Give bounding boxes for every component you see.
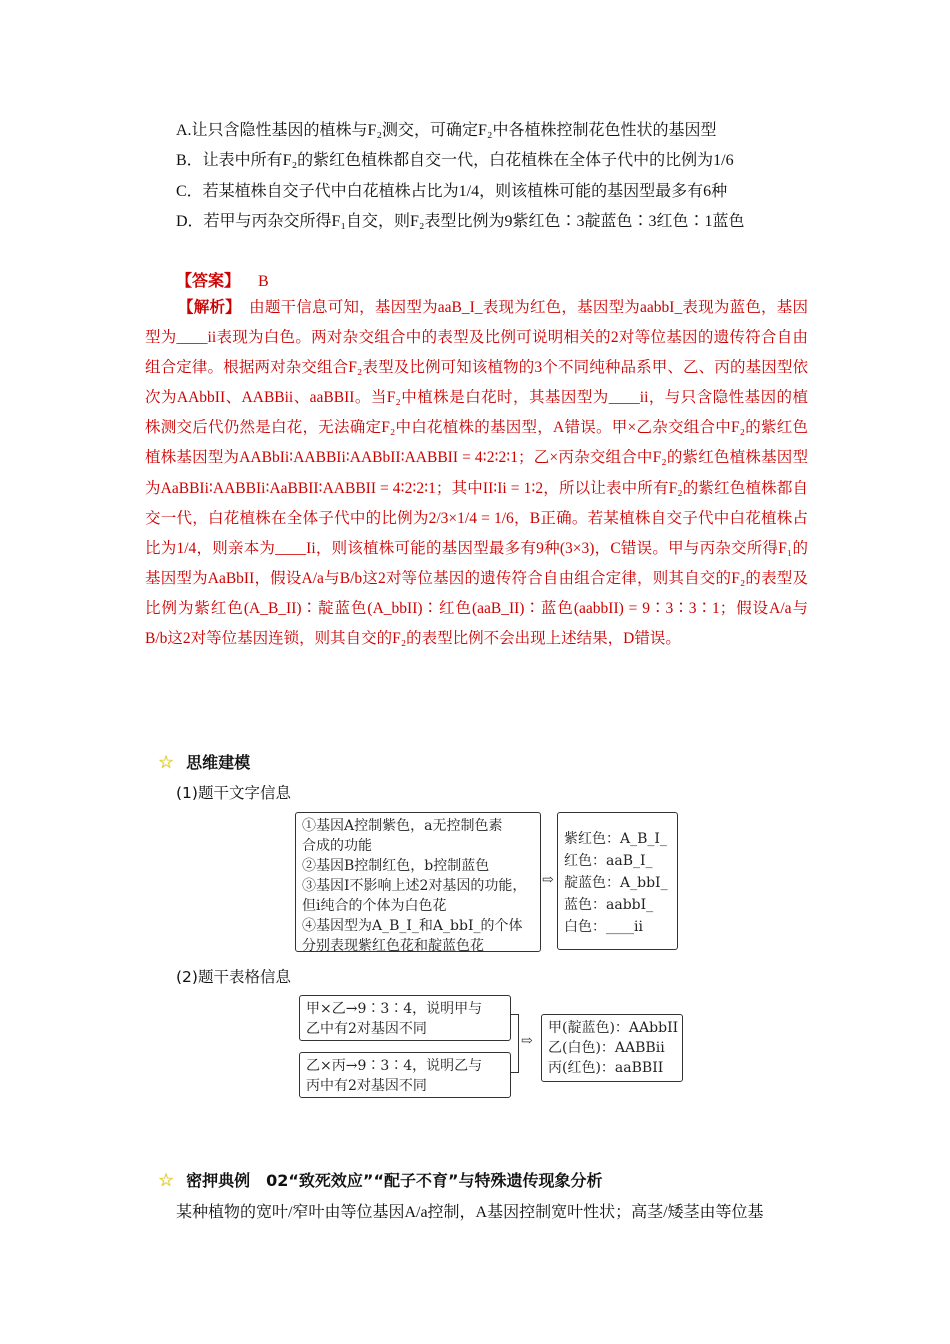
phenotype-line: 蓝色：aabbI_ xyxy=(564,897,654,913)
example-text: 某种植物的宽叶/窄叶由等位基因A/a控制，A基因控制宽叶性状；高茎/矮茎由等位基 xyxy=(176,1204,764,1221)
genotype-line: 乙(白色)：AABBii xyxy=(548,1040,665,1056)
example-heading: 密押典例 02“致死效应”“配子不育”与特殊遗传现象分析 xyxy=(186,1171,603,1190)
modeling-heading: 思维建模 xyxy=(186,753,251,772)
option-c: C．若某植株自交子代中白花植株占比为1/4，则该植株可能的基因型最多有6种 xyxy=(176,183,728,200)
phenotype-line: 白色：____ii xyxy=(564,919,643,935)
text-info-box xyxy=(295,812,541,952)
genotype-line: 甲(靛蓝色)：AAbbII xyxy=(548,1020,679,1036)
cross2-line: 丙中有2对基因不同 xyxy=(306,1078,427,1094)
genotype-line: 丙(红色)：aaBBII xyxy=(548,1060,664,1076)
explanation xyxy=(145,293,808,654)
text-info-line: 分别表现紫红色花和靛蓝色花 xyxy=(302,938,484,954)
text-info-line: ①基因A控制紫色，a无控制色素 xyxy=(302,818,503,834)
cross1-box xyxy=(299,995,511,1041)
text-info-line: ④基因型为A_B_I_和A_bbI_的个体 xyxy=(302,918,523,934)
answer-value: B xyxy=(258,273,269,290)
explanation-text: 由题干信息可知，基因型为aaB_I_表现为红色，基因型为aabbI_表现为蓝色，基因型为____ii表现为白色。两对杂交组合中的表型及比例可说明相关的2对等位基因的遗传符合自由组合定律。根据两对杂交组合F₂表型及比例可知该植物的3个不同纯种品系甲、乙、丙的基因型依次为AAbbII、AABBii、aaBBII。当F₂中植株是白花时，其基因型为____ii，与只含隐性基因的植株测交后代仍然是白花，无法确定F₂中白花植株的基因型，A错误。甲×乙杂交组合中F₂的紫红色植株基因型为AABbIi∶AABBIi∶AABbII∶AABBII = 4∶2∶2∶1；乙×丙杂交组合中F₂的紫红色植株基因型为AaBBIi∶AABBIi∶AaBBII∶AABBII = 4∶2∶2∶1；其中II∶Ii = 1∶2，所以让表中所有F₂的紫红色植株都自交一代，白花植株在全体子代中的比例为2/3×1/4 = 1/6，B正确。若某植株自交子代中白花植株占比为1/4，则亲本为____Ii，则该植株可能的基因型最多有9种(3×3)，C错误。甲与丙杂交所得F₁的基因型为AaBbII，假设A/a与B/b这2对等位基因的遗传符合自由组合定律，则其自交的F₂的表型及比例为紫红色(A_B_II)∶靛蓝色(A_bbII)∶红色(aaB_II)∶蓝色(aabbII) = 9∶3∶3∶1；假设A/a与B/b这2对等位基因连锁，则其自交的F₂的表型比例不会出现上述结果，D错误。 xyxy=(145,299,808,648)
modeling-sub2: (2)题干表格信息 xyxy=(176,968,291,986)
text-info-line: ②基因B控制红色，b控制蓝色 xyxy=(302,858,490,874)
phenotype-line: 靛蓝色：A_bbI_ xyxy=(564,875,668,891)
bracket xyxy=(511,1014,519,1073)
answer-line xyxy=(176,268,269,291)
arrow-icon: ⇨ xyxy=(542,873,554,888)
phenotype-line: 紫红色：A_B_I_ xyxy=(564,831,667,847)
cross2-line: 乙×丙→9∶3∶4，说明乙与 xyxy=(306,1058,483,1074)
phenotype-box xyxy=(557,812,678,950)
arrow-icon: ⇨ xyxy=(521,1034,533,1049)
star-icon: ☆ xyxy=(158,1170,175,1190)
cross2-box xyxy=(299,1052,511,1098)
star-icon: ☆ xyxy=(158,752,175,772)
explanation-label: 【解析】 xyxy=(178,299,241,316)
modeling-heading-row xyxy=(158,750,250,773)
cross1-line: 甲×乙→9∶3∶4，说明甲与 xyxy=(306,1001,483,1017)
text-info-line: 但i纯合的个体为白色花 xyxy=(302,898,447,914)
phenotype-line: 红色：aaB_I_ xyxy=(564,853,653,869)
option-a: A.让只含隐性基因的植株与F₂测交，可确定F₂中各植株控制花色性状的基因型 xyxy=(176,122,717,139)
option-d: D．若甲与丙杂交所得F₁自交，则F₂表型比例为9紫红色∶3靛蓝色∶3红色∶1蓝色 xyxy=(176,213,745,230)
option-b: B．让表中所有F₂的紫红色植株都自交一代，白花植株在全体子代中的比例为1/6 xyxy=(176,152,734,169)
answer-label: 【答案】 xyxy=(176,273,241,290)
text-info-line: ③基因I不影响上述2对基因的功能， xyxy=(302,878,527,894)
modeling-sub1: (1)题干文字信息 xyxy=(176,784,291,802)
text-info-line: 合成的功能 xyxy=(302,838,372,854)
cross1-line: 乙中有2对基因不同 xyxy=(306,1021,427,1037)
example-heading-row xyxy=(158,1168,602,1191)
genotype-box xyxy=(541,1014,683,1082)
